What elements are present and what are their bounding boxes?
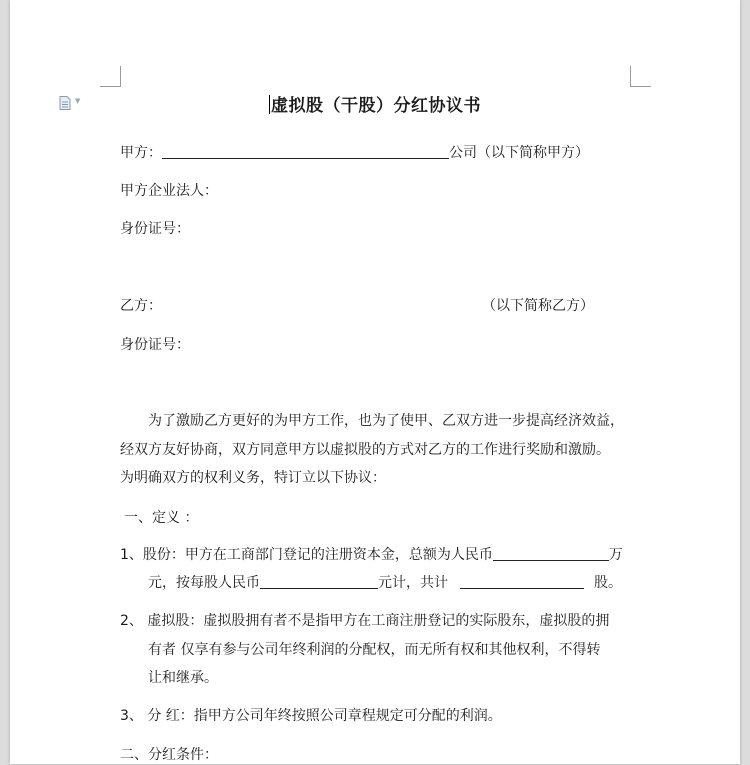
item-1-line-2[interactable] <box>148 573 622 593</box>
party-a-legal-rep-label: 甲方企业法人： <box>120 183 218 199</box>
party-a-line[interactable] <box>120 143 589 163</box>
item-1-unit: 万 <box>608 547 623 563</box>
item-2-line-2[interactable] <box>148 640 600 660</box>
chevron-down-icon[interactable]: ▼ <box>75 97 81 105</box>
document-page <box>10 0 740 764</box>
party-b-label: 乙方： <box>120 298 162 314</box>
intro-line-1[interactable] <box>148 411 624 431</box>
item-3-text: 3、 分 红：指甲方公司年终按照公司章程规定可分配的利润。 <box>120 708 502 724</box>
margin-corner-top-right <box>630 66 651 87</box>
id-number-b-label: 身份证号： <box>120 337 190 353</box>
party-a-suffix: 公司（以下简称甲方） <box>449 145 589 161</box>
intro-line-2[interactable] <box>120 440 610 460</box>
item-1-line-1[interactable] <box>120 545 623 565</box>
item-1-shares-unit: 股。 <box>594 575 622 591</box>
text-cursor <box>269 95 270 114</box>
section-2-heading[interactable] <box>120 745 218 765</box>
document-title[interactable] <box>10 91 740 116</box>
item-3-line[interactable] <box>120 706 502 726</box>
section-2-heading-text: 二、分红条件： <box>120 747 218 763</box>
registered-capital-blank[interactable] <box>493 546 609 561</box>
party-b-line[interactable] <box>120 296 594 316</box>
item-1-per-share-label: 元，按每股人民币 <box>148 575 260 591</box>
id-number-a-label: 身份证号： <box>120 221 190 237</box>
item-1-total-label: 元计，共计 <box>378 575 448 591</box>
id-number-a-line[interactable] <box>120 219 190 239</box>
party-b-suffix: （以下简称乙方） <box>482 298 594 314</box>
party-a-label: 甲方： <box>120 145 162 161</box>
item-2-line-3[interactable] <box>148 668 218 688</box>
item-1-prefix: 1、股份：甲方在工商部门登记的注册资本金，总额为人民币 <box>120 547 493 563</box>
item-2-text-2: 有者 仅享有参与公司年终利润的分配权，而无所有权和其他权利，不得转 <box>148 642 601 658</box>
intro-text-2: 经双方友好协商，双方同意甲方以虚拟股的方式对乙方的工作进行奖励和激励。 <box>120 442 610 458</box>
intro-text-3: 为明确双方的权利义务，特订立以下协议： <box>120 470 386 486</box>
margin-corner-top-left <box>100 66 121 87</box>
section-1-heading-text: 一、定义 ： <box>124 510 199 526</box>
item-2-text-1: 2、 虚拟股：虚拟股拥有者不是指甲方在工商注册登记的实际股东，虚拟股的拥 <box>120 613 610 629</box>
intro-line-3[interactable] <box>120 468 386 488</box>
item-2-text-3: 让和继承。 <box>148 670 218 686</box>
total-shares-blank[interactable] <box>460 574 584 589</box>
party-a-legal-rep-line[interactable] <box>120 181 218 201</box>
section-1-heading[interactable] <box>124 508 198 528</box>
title-text: 虚拟股（干股）分红协议书 <box>271 96 481 116</box>
intro-text-1: 为了激励乙方更好的为甲方工作，也为了使甲、乙双方进一步提高经济效益， <box>148 413 624 429</box>
party-a-blank[interactable] <box>162 144 449 159</box>
per-share-price-blank[interactable] <box>260 574 378 589</box>
id-number-b-line[interactable] <box>120 335 190 355</box>
item-2-line-1[interactable] <box>120 611 609 631</box>
